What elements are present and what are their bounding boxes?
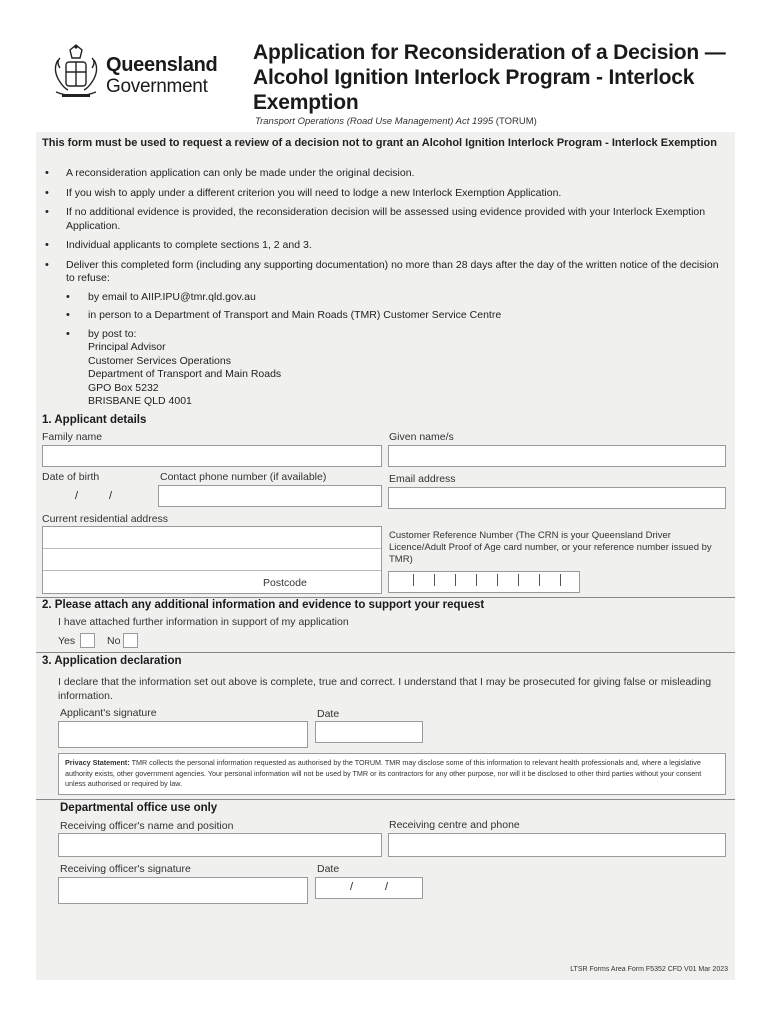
instruction-list (42, 167, 722, 415)
footer-form-id: LTSR Forms Area Form F5352 CFD V01 Mar 2023 (570, 966, 728, 973)
address-label: Current residential address (42, 513, 169, 525)
centre-phone-field[interactable] (388, 833, 726, 857)
declaration-date-field[interactable] (315, 721, 423, 743)
family-name-field[interactable] (42, 445, 382, 467)
office-use-heading: Departmental office use only (60, 802, 218, 814)
section-divider (36, 799, 735, 800)
centre-phone-label: Receiving centre and phone (389, 819, 520, 831)
phone-label: Contact phone number (if available) (160, 471, 327, 483)
crn-field[interactable] (388, 571, 580, 593)
list-item: • If no additional evidence is provided, the reconsideration decision will be assessed using evidence provided with your Interlock Exemption Application. (42, 206, 722, 233)
dob-separator: / (75, 490, 79, 502)
form-title: Application for Reconsideration of a Decision — Alcohol Ignition Interlock Program - Interlock Exemption (253, 41, 726, 114)
section-divider (36, 652, 735, 653)
privacy-statement: Privacy Statement: TMR collects the personal information requested as authorised by the TORUM. TMR may disclose some of this information to relevant health professionals and, where a legislative authority exists, other government agencies. Your personal information will not be used by TMR or its contractors for any other purpose, nor will it be disclosed to other third parties without your consent unless authorised or required by law. (58, 753, 726, 795)
postal-address: Principal Advisor Customer Services Operations Department of Transport and Main Roads GPO Box 5232 BRISBANE QLD 4001 (88, 341, 282, 407)
applicant-signature-field[interactable] (58, 721, 308, 748)
given-names-label: Given name/s (389, 431, 454, 443)
officer-name-field[interactable] (58, 833, 382, 857)
yes-checkbox[interactable] (80, 633, 95, 648)
logo-government: Government (106, 76, 208, 97)
logo-queensland: Queensland (106, 54, 218, 76)
dob-label: Date of birth (42, 471, 100, 483)
act-reference: Transport Operations (Road Use Management) Act 1995 (TORUM) (255, 116, 537, 127)
date-separator: / (385, 881, 389, 893)
list-item: • A reconsideration application can only be made under the original decision. (42, 167, 722, 181)
section-divider (36, 597, 735, 598)
date-label: Date (317, 708, 340, 720)
email-field[interactable] (388, 487, 726, 509)
address-line (43, 548, 381, 549)
given-names-field[interactable] (388, 445, 726, 467)
section-3-heading: 3. Application declaration (42, 655, 182, 667)
office-date-field[interactable] (315, 877, 423, 899)
crn-label: Customer Reference Number (The CRN is your Queensland Driver Licence/Adult Proof of Age card number, or your reference number issued by TMR) (389, 530, 712, 565)
list-item: • by post to: Principal Advisor Customer Services Operations Department of Transport and Main Roads GPO Box 5232 BRISBANE QLD 4001 (66, 328, 722, 409)
officer-signature-field[interactable] (58, 877, 308, 904)
list-item: • Deliver this completed form (including any supporting documentation) no more than 28 days after the day of the written notice of the decision to refuse: • by email to AIIP.IPU@tmr.qld.gov.au • in person to a Department of Transport and Main Roads (TMR) Customer Service Centre • by post to: Principal Advisor Customer Services Operations Department of Transport and Main Roads GPO Box 5232 BRISBANE QLD 4001 (42, 259, 722, 409)
office-date-label: Date (317, 863, 340, 875)
list-item: • Individual applicants to complete sections 1, 2 and 3. (42, 239, 722, 253)
family-name-label: Family name (42, 431, 103, 443)
address-field[interactable] (42, 526, 382, 594)
email-label: Email address (389, 473, 456, 485)
section-1-heading: 1. Applicant details (42, 414, 147, 426)
declaration-text: I declare that the information set out above is complete, true and correct. I understand that I may be prosecuted for giving false or misleading information. (58, 676, 712, 702)
queensland-coat-of-arms-icon (48, 42, 104, 102)
officer-name-label: Receiving officer's name and position (60, 820, 234, 832)
intro-heading: This form must be used to request a review of a decision not to grant an Alcohol Ignition Interlock Program - Interlock Exemption (42, 137, 717, 149)
applicant-signature-label: Applicant's signature (60, 707, 157, 719)
dob-separator: / (109, 490, 113, 502)
no-checkbox[interactable] (123, 633, 138, 648)
section-2-heading: 2. Please attach any additional information and evidence to support your request (42, 599, 485, 611)
officer-signature-label: Receiving officer's signature (60, 863, 191, 875)
address-line (43, 570, 381, 571)
list-item: • If you wish to apply under a different criterion you will need to lodge a new Interlock Exemption Application. (42, 187, 722, 201)
list-item: • in person to a Department of Transport and Main Roads (TMR) Customer Service Centre (66, 309, 722, 323)
yes-label: Yes (58, 635, 76, 647)
phone-field[interactable] (158, 485, 382, 507)
delivery-options (66, 291, 722, 409)
date-separator: / (350, 881, 354, 893)
attachment-statement: I have attached further information in support of my application (58, 616, 349, 628)
postcode-label: Postcode (263, 577, 307, 589)
no-label: No (107, 635, 121, 647)
list-item: • by email to AIIP.IPU@tmr.qld.gov.au (66, 291, 722, 305)
